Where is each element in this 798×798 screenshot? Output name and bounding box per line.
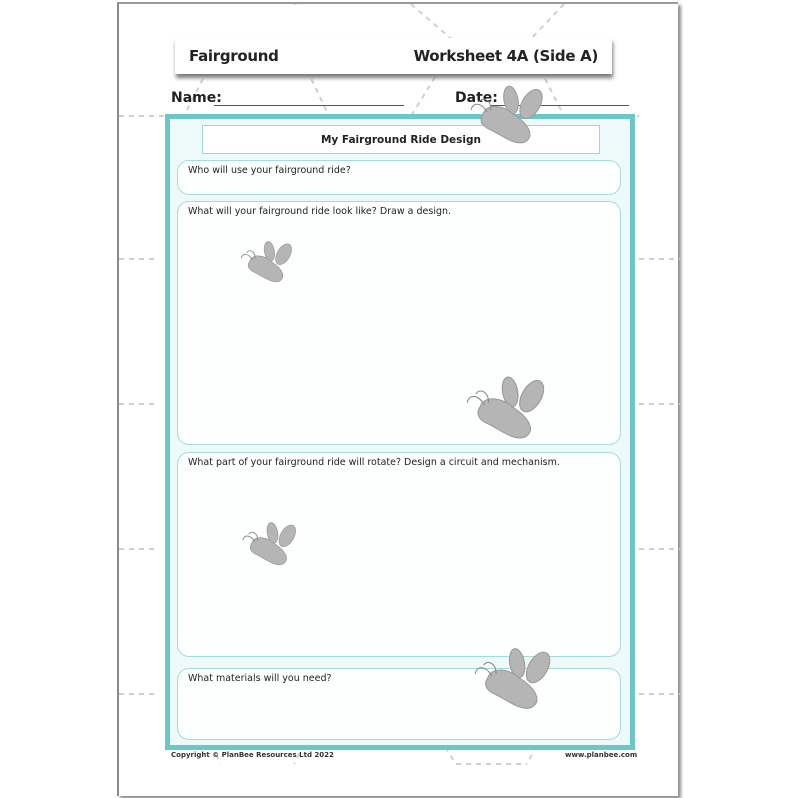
worksheet-label: Worksheet 4A (Side A) [413,47,598,65]
answer-box-users[interactable] [177,160,621,195]
date-label: Date: [455,90,498,106]
worksheet-page [117,2,678,796]
topic-title: Fairground [189,47,279,65]
question-text: What materials will you need? [188,673,332,684]
content-frame [165,114,635,750]
title-bar [175,38,612,74]
question-text: What part of your fairground ride will rotate? Design a circuit and mechanism. [188,457,560,468]
name-field-line[interactable] [214,105,404,106]
copyright-text: Copyright © PlanBee Resources Ltd 2022 [171,751,334,759]
website-link: www.planbee.com [565,751,638,759]
section-heading: My Fairground Ride Design [320,133,482,146]
bee-icon [465,374,551,442]
answer-box-design[interactable] [177,201,621,445]
bee-icon [241,521,301,567]
question-text: What will your fairground ride look like? Draw a design. [188,206,452,217]
bee-icon [473,646,557,712]
question-text: Who will use your fairground ride? [188,165,351,176]
bee-icon [469,84,549,146]
bee-icon [239,240,297,284]
name-label: Name: [171,90,222,106]
